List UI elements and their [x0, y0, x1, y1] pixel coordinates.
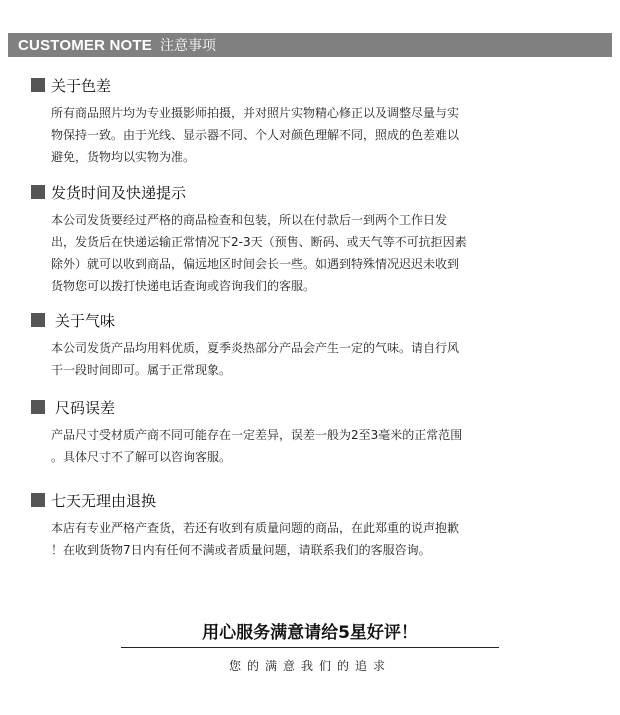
body-line: 本店有专业严格产查货，若还有收到有质量问题的商品，在此郑重的说声抱歉: [51, 521, 460, 535]
section-title: 尺码误差: [55, 398, 116, 417]
section-shipping: [31, 182, 571, 297]
body-line: 本公司发货产品均用料优质，夏季炎热部分产品会产生一定的气味。请自行风: [51, 341, 460, 355]
section-heading: [31, 397, 571, 417]
section-size-error: [31, 397, 571, 468]
section-title: 发货时间及快递提示: [51, 183, 187, 202]
body-line: 本公司发货要经过严格的商品检查和包装，所以在付款后一到两个工作日发: [51, 213, 448, 227]
body-line: 所有商品照片均为专业摄影师拍摄，并对照片实物精心修正以及调整尽量与实: [51, 106, 460, 120]
body-line: 干一段时间即可。属于正常现象。: [51, 363, 232, 377]
footer-divider: [121, 647, 499, 648]
body-line: 。具体尺寸不了解可以咨询客服。: [51, 450, 232, 464]
section-heading: [31, 490, 571, 510]
footer-slogan: 用心服务满意请给5星好评！: [202, 623, 418, 643]
section-body: [51, 424, 571, 468]
body-line: 货物您可以拨打快递电话查询或咨询我们的客服。: [51, 279, 316, 293]
section-title: 关于色差: [51, 76, 112, 95]
body-line: 避免，货物均以实物为准。: [51, 150, 196, 164]
header-title-en: CUSTOMER NOTE: [18, 36, 152, 54]
section-body: [51, 337, 571, 381]
section-odor: [31, 310, 571, 381]
section-color-difference: [31, 75, 571, 168]
body-line: 产品尺寸受材质产商不同可能存在一定差异，误差一般为2至3毫米的正常范围: [51, 428, 463, 442]
square-bullet-icon: [31, 185, 45, 199]
body-line: 除外）就可以收到商品，偏远地区时间会长一些。如遇到特殊情况迟迟未收到: [51, 257, 460, 271]
square-bullet-icon: [31, 78, 45, 92]
square-bullet-icon: [31, 313, 45, 327]
square-bullet-icon: [31, 400, 45, 414]
section-heading: [31, 310, 571, 330]
footer-subtitle: 您的满意我们的追求: [228, 659, 391, 673]
square-bullet-icon: [31, 493, 45, 507]
section-title: 关于气味: [55, 311, 116, 330]
body-line: 出，发货后在快递运输正常情况下2-3天（预售、断码、或天气等不可抗拒因素: [51, 235, 467, 249]
header-title-zh: 注意事项: [160, 38, 216, 54]
section-heading: [31, 75, 571, 95]
body-line: ！在收到货物7日内有任何不满或者质量问题，请联系我们的客服咨询。: [51, 543, 431, 557]
section-body: [51, 517, 571, 561]
section-body: [51, 209, 571, 297]
header-bar: [8, 33, 612, 57]
section-heading: [31, 182, 571, 202]
body-line: 物保持一致。由于光线、显示器不同、个人对颜色理解不同，照成的色差难以: [51, 128, 460, 142]
section-seven-day-return: [31, 490, 571, 561]
section-title: 七天无理由退换: [51, 491, 157, 510]
section-body: [51, 102, 571, 168]
